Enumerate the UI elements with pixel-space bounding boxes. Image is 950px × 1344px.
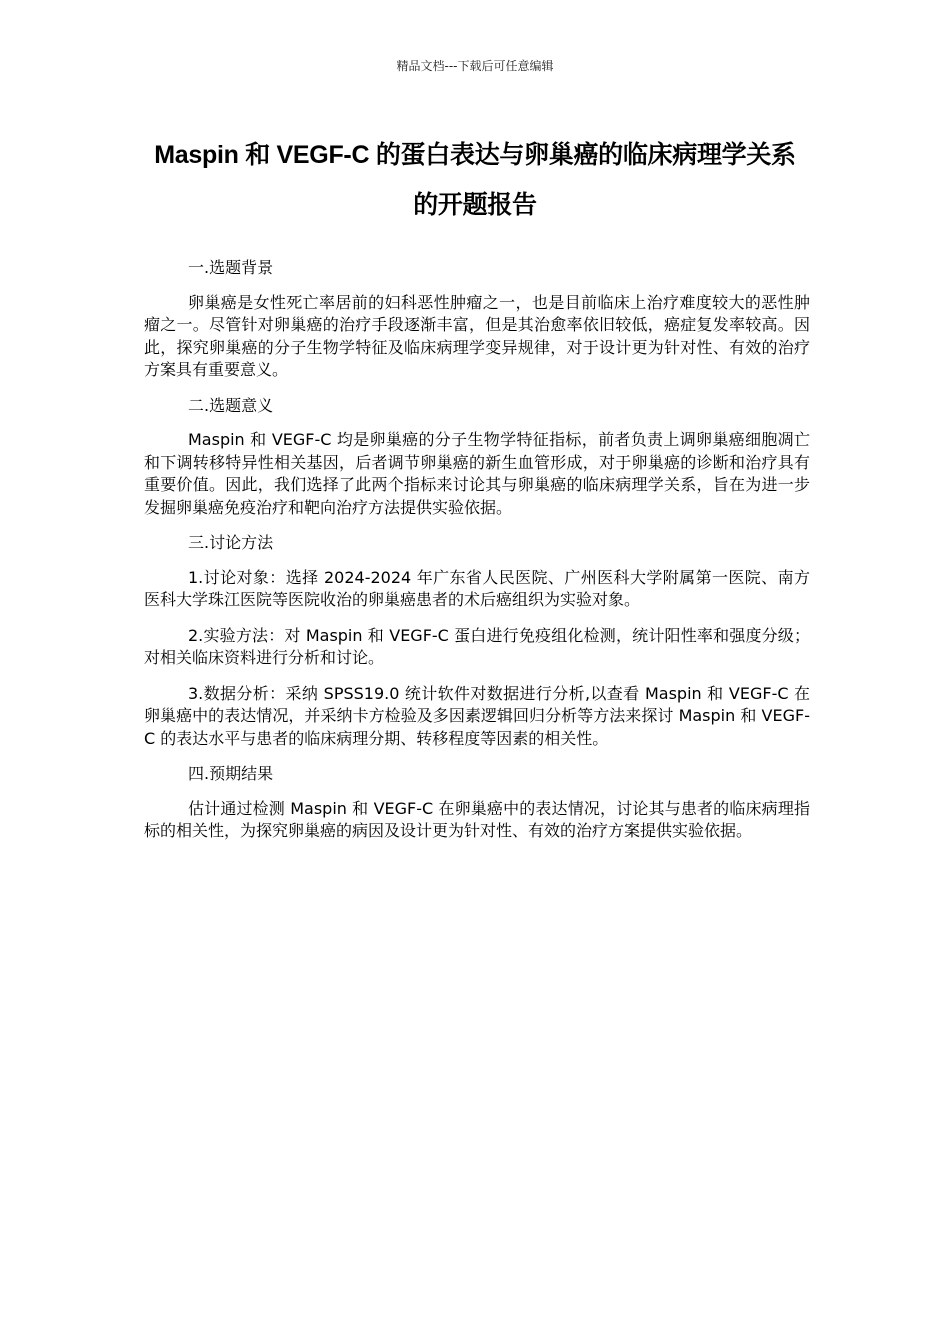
paragraph-background: 卵巢癌是女性死亡率居前的妇科恶性肿瘤之一，也是目前临床上治疗难度较大的恶性肿瘤之一。尽管针对卵巢癌的治疗手段逐渐丰富，但是其治愈率依旧较低，癌症复发率较高。因此，探究卵巢癌的分子生物学特征及临床病理学变异规律，对于设计更为针对性、有效的治疗方案具有重要意义。 — [144, 292, 810, 379]
paragraph-significance: Maspin 和 VEGF-C 均是卵巢癌的分子生物学特征指标，前者负责上调卵巢癌细胞凋亡和下调转移特异性相关基因，后者调节卵巢癌的新生血管形成，对于卵巢癌的诊断和治疗具有重要价值。因此，我们选择了此两个指标来讨论其与卵巢癌的临床病理学关系，旨在为进一步发掘卵巢癌免疫治疗和靶向治疗方法提供实验依据。 — [144, 430, 810, 517]
section-heading-background: 一.选题背景 — [188, 258, 274, 277]
paragraph-expected-results: 估计通过检测 Maspin 和 VEGF-C 在卵巢癌中的表达情况，讨论其与患者的临床病理指标的相关性，为探究卵巢癌的病因及设计更为针对性、有效的治疗方案提供实验依据。 — [144, 798, 810, 840]
header-note: 精品文档---下载后可任意编辑 — [396, 59, 554, 73]
document-body — [144, 257, 810, 856]
paragraph-methods-experiment: 2.实验方法：对 Maspin 和 VEGF-C 蛋白进行免疫组化检测，统计阳性率和强度分级；对相关临床资料进行分析和讨论。 — [144, 625, 810, 667]
section-heading-significance: 二.选题意义 — [188, 395, 274, 415]
paragraph-methods-subjects: 1.讨论对象：选择 2024-2024 年广东省人民医院、广州医科大学附属第一医院、南方医科大学珠江医院等医院收治的卵巢癌患者的术后癌组织为实验对象。 — [144, 567, 810, 609]
document-title — [120, 130, 830, 230]
paragraph-methods-analysis: 3.数据分析：采纳 SPSS19.0 统计软件对数据进行分析,以查看 Maspin 和 VEGF-C 在卵巢癌中的表达情况，并采纳卡方检验及多因素逻辑回归分析等方法来探讨 Maspin 和 VEGF-C 的表达水平与患者的临床病理分期、转移程度等因素的相关性。 — [144, 683, 810, 748]
title-line-1: Maspin 和 VEGF-C 的蛋白表达与卵巢癌的临床病理学关系 — [154, 141, 796, 169]
title-line-2: 的开题报告 — [413, 191, 537, 219]
section-heading-methods: 三.讨论方法 — [188, 533, 274, 552]
section-heading-expected-results: 四.预期结果 — [188, 764, 274, 783]
